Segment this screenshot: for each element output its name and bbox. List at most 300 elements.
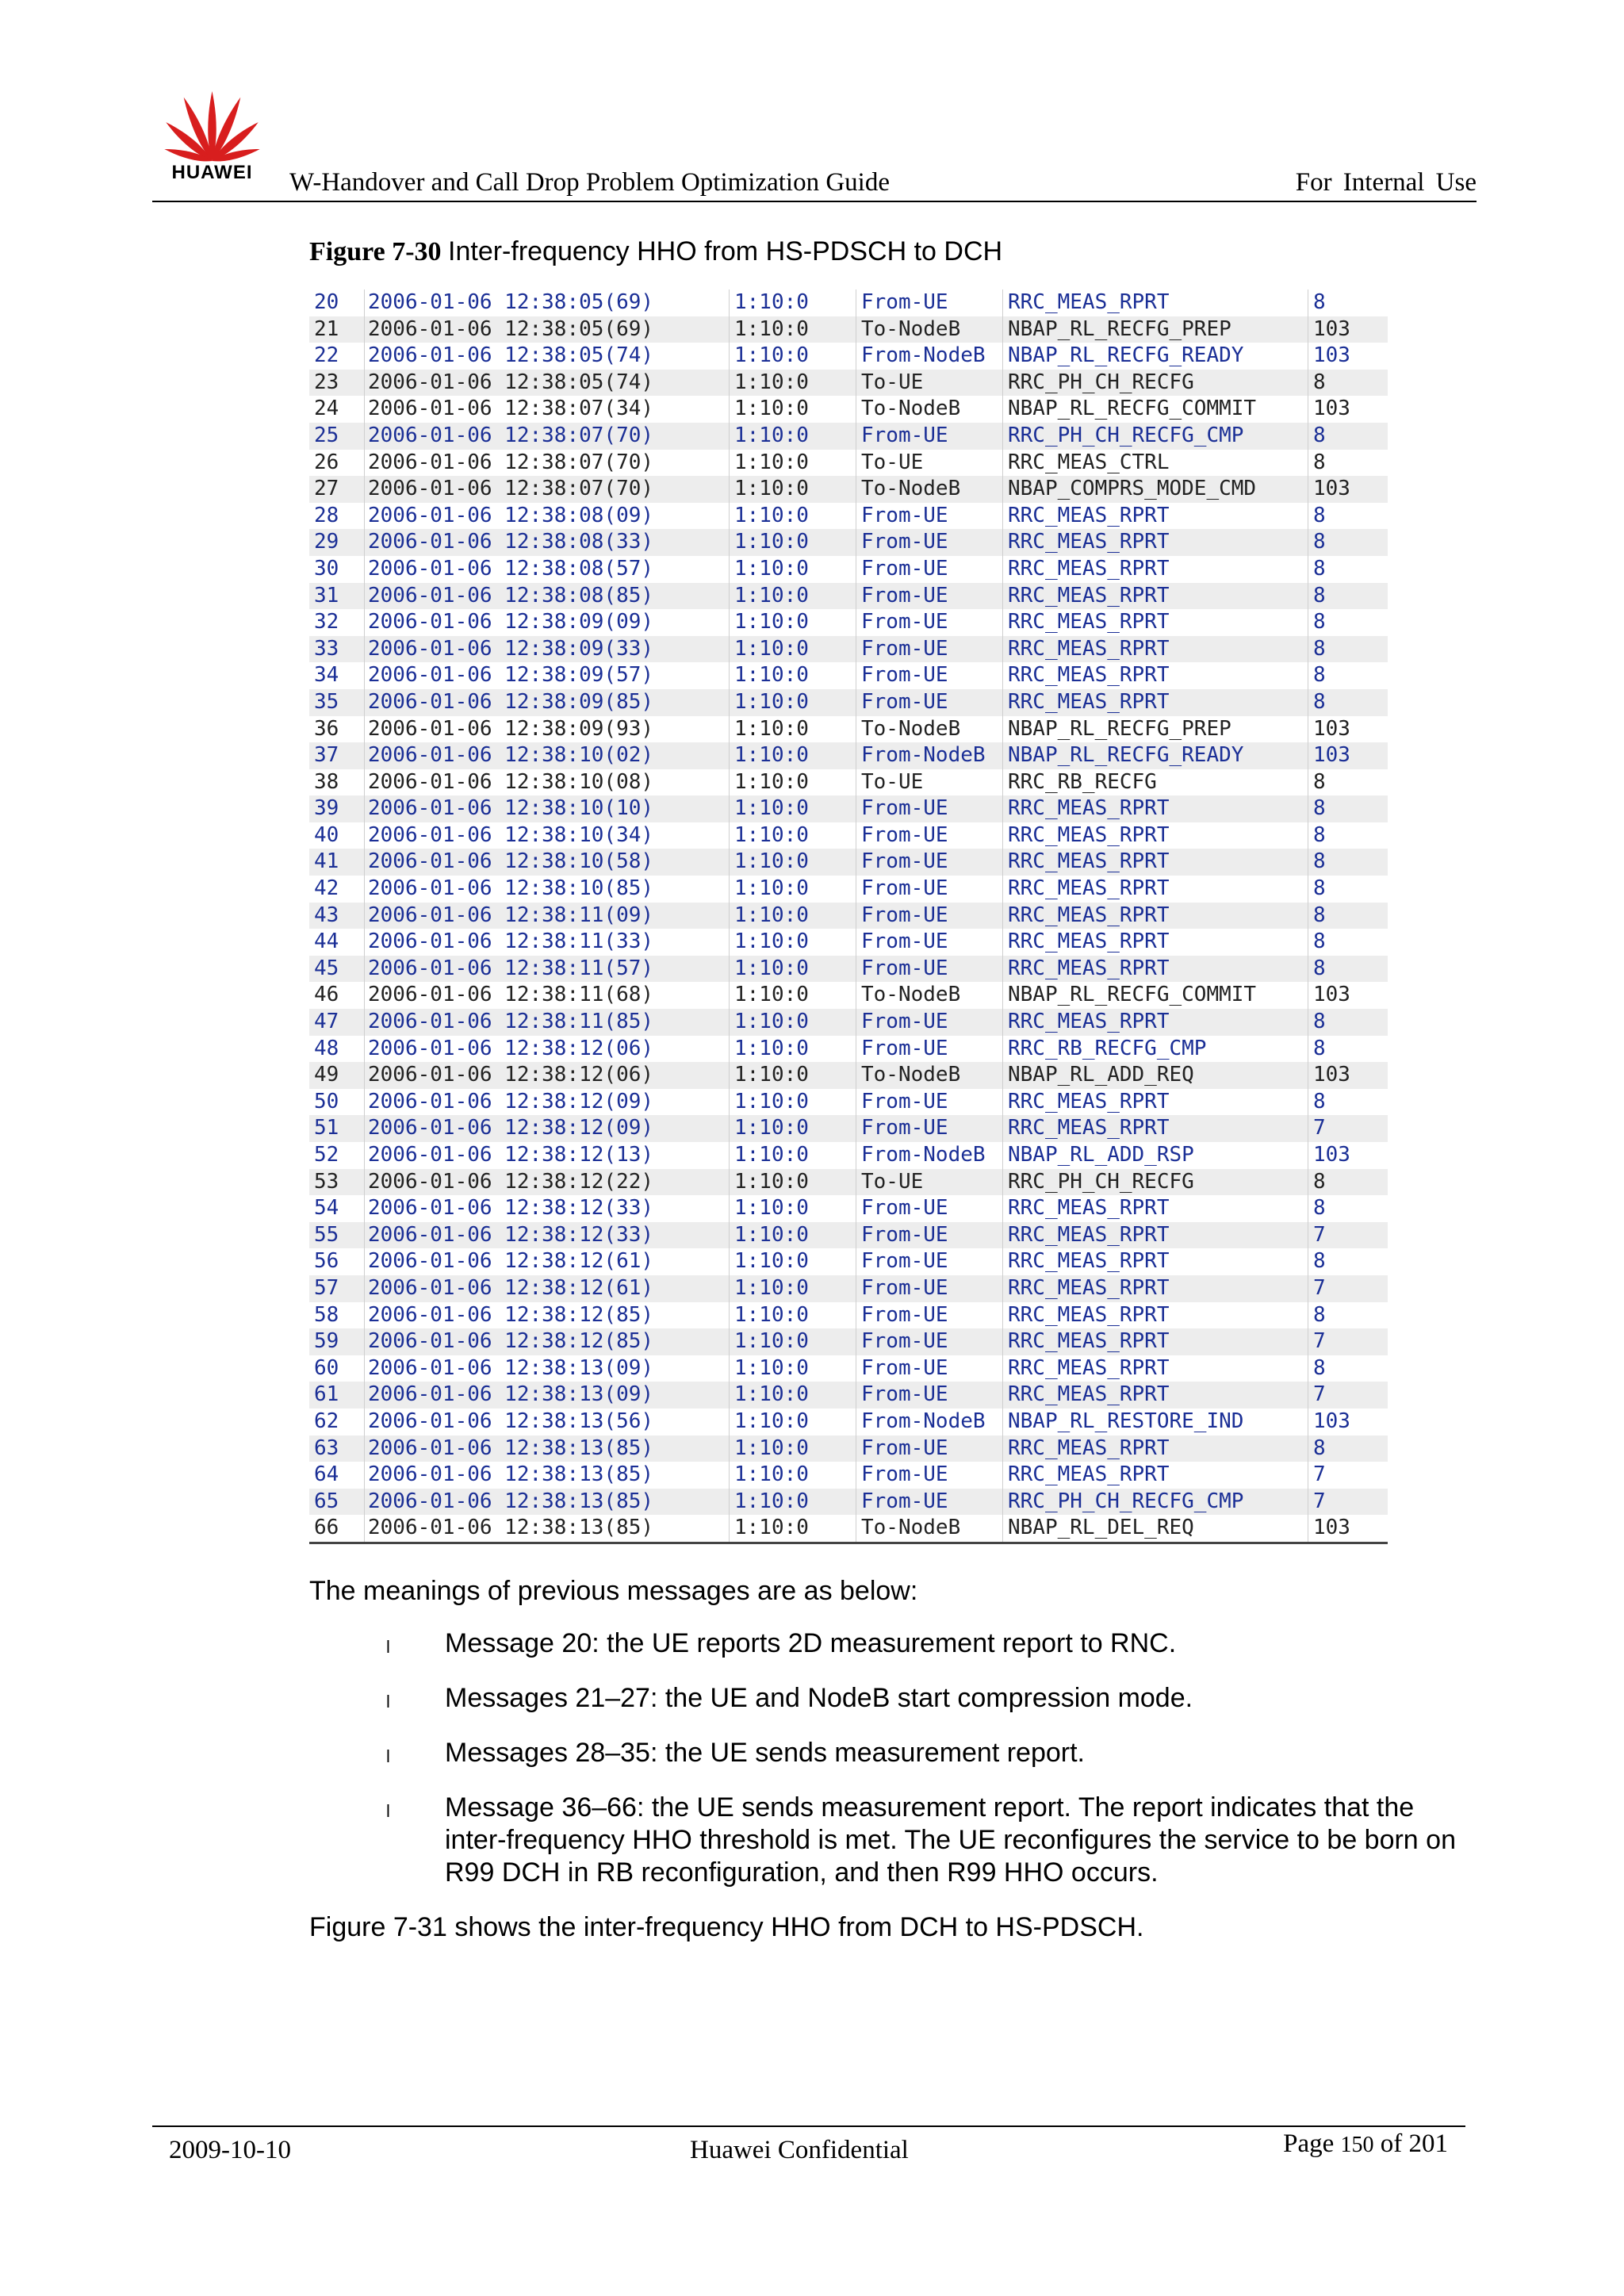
row-number: 27: [309, 476, 365, 503]
row-number: 33: [309, 636, 365, 663]
row-number: 57: [309, 1275, 365, 1302]
row-cell-id: 1:10:0: [730, 396, 856, 423]
table-row: [309, 1462, 1388, 1489]
row-message-type: RRC_MEAS_RPRT: [1003, 1355, 1308, 1382]
row-timestamp: 2006-01-06 12:38:11(68): [365, 982, 730, 1009]
row-message-type: RRC_MEAS_RPRT: [1003, 529, 1308, 556]
row-length: 103: [1313, 397, 1350, 421]
row-message-type: RRC_MEAS_RPRT: [1003, 289, 1308, 316]
row-direction: From-UE: [856, 1355, 1003, 1382]
row-direction: From-UE: [856, 1462, 1003, 1489]
row-number: 31: [309, 583, 365, 610]
row-timestamp: 2006-01-06 12:38:12(09): [365, 1115, 730, 1142]
row-cell-id: 1:10:0: [730, 1248, 856, 1275]
row-length: 8: [1313, 556, 1326, 581]
row-direction: From-UE: [856, 583, 1003, 610]
row-number: 64: [309, 1462, 365, 1489]
row-message-type: RRC_MEAS_RPRT: [1003, 822, 1308, 849]
row-direction: From-UE: [856, 1435, 1003, 1462]
row-number: 42: [309, 876, 365, 903]
row-length: 8: [1313, 930, 1326, 954]
row-timestamp: 2006-01-06 12:38:10(85): [365, 876, 730, 903]
row-length: 8: [1313, 290, 1326, 314]
row-timestamp: 2006-01-06 12:38:09(57): [365, 662, 730, 689]
row-timestamp: 2006-01-06 12:38:11(33): [365, 929, 730, 956]
row-cell-id: 1:10:0: [730, 609, 856, 636]
row-number: 58: [309, 1302, 365, 1329]
row-message-type: RRC_MEAS_RPRT: [1003, 956, 1308, 983]
row-length: 103: [1313, 716, 1350, 741]
row-message-type: NBAP_RL_RECFG_READY: [1003, 742, 1308, 769]
row-timestamp: 2006-01-06 12:38:08(33): [365, 529, 730, 556]
row-timestamp: 2006-01-06 12:38:12(33): [365, 1222, 730, 1249]
row-number: 28: [309, 503, 365, 530]
row-cell-id: 1:10:0: [730, 289, 856, 316]
row-cell-id: 1:10:0: [730, 503, 856, 530]
table-row: [309, 903, 1388, 930]
row-number: 52: [309, 1142, 365, 1169]
row-cell-id: 1:10:0: [730, 1462, 856, 1489]
row-cell-id: 1:10:0: [730, 1489, 856, 1516]
row-cell-id: 1:10:0: [730, 1142, 856, 1169]
table-row: [309, 689, 1388, 716]
row-timestamp: 2006-01-06 12:38:12(61): [365, 1275, 730, 1302]
row-length: 7: [1313, 1275, 1326, 1300]
row-timestamp: 2006-01-06 12:38:05(69): [365, 316, 730, 343]
table-row: [309, 1062, 1388, 1089]
row-timestamp: 2006-01-06 12:38:11(57): [365, 956, 730, 983]
table-row: [309, 316, 1388, 343]
row-length: 103: [1313, 983, 1350, 1007]
figure-title: Inter-frequency HHO from HS-PDSCH to DCH: [448, 236, 1003, 266]
row-length: 7: [1313, 1329, 1326, 1354]
row-cell-id: 1:10:0: [730, 583, 856, 610]
table-row: [309, 423, 1388, 450]
row-direction: From-NodeB: [856, 1142, 1003, 1169]
document-title: W-Handover and Call Drop Problem Optimization Guide: [289, 168, 891, 197]
row-timestamp: 2006-01-06 12:38:09(09): [365, 609, 730, 636]
row-length: 8: [1313, 1435, 1326, 1460]
table-row: [309, 1036, 1388, 1063]
row-cell-id: 1:10:0: [730, 1302, 856, 1329]
row-length: 7: [1313, 1462, 1326, 1487]
row-timestamp: 2006-01-06 12:38:13(85): [365, 1489, 730, 1516]
row-number: 37: [309, 742, 365, 769]
table-row: [309, 822, 1388, 849]
row-cell-id: 1:10:0: [730, 1089, 856, 1116]
row-cell-id: 1:10:0: [730, 876, 856, 903]
row-direction: To-NodeB: [856, 476, 1003, 503]
row-cell-id: 1:10:0: [730, 636, 856, 663]
row-direction: To-NodeB: [856, 396, 1003, 423]
row-message-type: RRC_MEAS_RPRT: [1003, 662, 1308, 689]
row-message-type: RRC_MEAS_RPRT: [1003, 556, 1308, 583]
table-row: [309, 1489, 1388, 1516]
row-cell-id: 1:10:0: [730, 769, 856, 796]
row-number: 43: [309, 903, 365, 930]
row-number: 66: [309, 1515, 365, 1542]
row-cell-id: 1:10:0: [730, 1328, 856, 1355]
row-number: 39: [309, 795, 365, 822]
row-timestamp: 2006-01-06 12:38:13(09): [365, 1355, 730, 1382]
table-row: [309, 1302, 1388, 1329]
row-length: 103: [1313, 1409, 1350, 1433]
row-timestamp: 2006-01-06 12:38:13(56): [365, 1409, 730, 1435]
row-timestamp: 2006-01-06 12:38:10(58): [365, 849, 730, 876]
row-length: 8: [1313, 849, 1326, 874]
row-message-type: RRC_PH_CH_RECFG: [1003, 1169, 1308, 1196]
table-row: [309, 1409, 1388, 1435]
row-message-type: NBAP_RL_RECFG_PREP: [1003, 716, 1308, 743]
list-item-text: Messages 28–35: the UE sends measurement report.: [445, 1738, 1085, 1768]
row-cell-id: 1:10:0: [730, 689, 856, 716]
row-number: 23: [309, 370, 365, 397]
row-number: 29: [309, 529, 365, 556]
list-item: [385, 1627, 1479, 1660]
row-timestamp: 2006-01-06 12:38:12(06): [365, 1036, 730, 1063]
row-length: 103: [1313, 343, 1350, 368]
row-message-type: RRC_MEAS_RPRT: [1003, 1248, 1308, 1275]
table-row: [309, 1275, 1388, 1302]
table-row: [309, 929, 1388, 956]
row-number: 55: [309, 1222, 365, 1249]
row-cell-id: 1:10:0: [730, 956, 856, 983]
row-timestamp: 2006-01-06 12:38:07(70): [365, 476, 730, 503]
row-direction: From-UE: [856, 1195, 1003, 1222]
row-message-type: RRC_MEAS_RPRT: [1003, 929, 1308, 956]
row-timestamp: 2006-01-06 12:38:12(85): [365, 1302, 730, 1329]
table-row: [309, 343, 1388, 370]
row-message-type: RRC_MEAS_RPRT: [1003, 583, 1308, 610]
table-row: [309, 476, 1388, 503]
table-row: [309, 1195, 1388, 1222]
row-message-type: RRC_MEAS_RPRT: [1003, 876, 1308, 903]
footer-divider: [152, 2125, 1465, 2127]
row-number: 38: [309, 769, 365, 796]
row-length: 8: [1313, 1355, 1326, 1380]
row-length: 8: [1313, 1010, 1326, 1034]
row-timestamp: 2006-01-06 12:38:05(69): [365, 289, 730, 316]
table-row: [309, 556, 1388, 583]
bullet-icon: l: [386, 1692, 390, 1711]
row-timestamp: 2006-01-06 12:38:10(10): [365, 795, 730, 822]
bullet-icon: l: [386, 1637, 390, 1657]
table-row: [309, 716, 1388, 743]
table-row: [309, 529, 1388, 556]
row-timestamp: 2006-01-06 12:38:10(08): [365, 769, 730, 796]
row-direction: From-NodeB: [856, 1409, 1003, 1435]
row-length: 8: [1313, 903, 1326, 927]
list-item: [385, 1682, 1479, 1715]
row-number: 41: [309, 849, 365, 876]
table-row: [309, 662, 1388, 689]
row-message-type: NBAP_RL_ADD_RSP: [1003, 1142, 1308, 1169]
row-message-type: RRC_MEAS_RPRT: [1003, 1089, 1308, 1116]
row-direction: From-UE: [856, 1248, 1003, 1275]
row-cell-id: 1:10:0: [730, 556, 856, 583]
row-timestamp: 2006-01-06 12:38:13(09): [365, 1382, 730, 1409]
row-timestamp: 2006-01-06 12:38:10(34): [365, 822, 730, 849]
row-direction: To-UE: [856, 1169, 1003, 1196]
row-direction: From-UE: [856, 1222, 1003, 1249]
row-number: 48: [309, 1036, 365, 1063]
row-direction: From-UE: [856, 289, 1003, 316]
row-number: 30: [309, 556, 365, 583]
row-number: 35: [309, 689, 365, 716]
list-item-text: Message 20: the UE reports 2D measurement report to RNC.: [445, 1628, 1177, 1658]
row-cell-id: 1:10:0: [730, 316, 856, 343]
figure-label: Figure 7-30: [309, 237, 442, 266]
row-direction: From-UE: [856, 849, 1003, 876]
row-cell-id: 1:10:0: [730, 903, 856, 930]
row-timestamp: 2006-01-06 12:38:07(70): [365, 423, 730, 450]
row-timestamp: 2006-01-06 12:38:08(09): [365, 503, 730, 530]
row-message-type: RRC_MEAS_RPRT: [1003, 1009, 1308, 1036]
row-number: 49: [309, 1062, 365, 1089]
list-item-text: Messages 21–27: the UE and NodeB start compression mode.: [445, 1683, 1193, 1713]
row-cell-id: 1:10:0: [730, 529, 856, 556]
bullet-icon: l: [386, 1746, 390, 1766]
table-row: [309, 503, 1388, 530]
row-number: 26: [309, 450, 365, 477]
row-cell-id: 1:10:0: [730, 849, 856, 876]
row-length: 103: [1313, 743, 1350, 768]
row-direction: From-UE: [856, 876, 1003, 903]
row-timestamp: 2006-01-06 12:38:08(57): [365, 556, 730, 583]
table-row: [309, 956, 1388, 983]
row-timestamp: 2006-01-06 12:38:09(85): [365, 689, 730, 716]
row-cell-id: 1:10:0: [730, 1062, 856, 1089]
page-total: 201: [1408, 2129, 1448, 2158]
row-cell-id: 1:10:0: [730, 1115, 856, 1142]
row-length: 8: [1313, 583, 1326, 608]
row-message-type: RRC_MEAS_RPRT: [1003, 1435, 1308, 1462]
row-cell-id: 1:10:0: [730, 1355, 856, 1382]
row-length: 103: [1313, 1516, 1350, 1540]
table-row: [309, 795, 1388, 822]
table-row: [309, 1089, 1388, 1116]
row-timestamp: 2006-01-06 12:38:12(22): [365, 1169, 730, 1196]
row-direction: To-NodeB: [856, 716, 1003, 743]
row-timestamp: 2006-01-06 12:38:11(85): [365, 1009, 730, 1036]
message-trace-table: [309, 289, 1388, 1544]
row-direction: From-UE: [856, 609, 1003, 636]
row-message-type: NBAP_COMPRS_MODE_CMD: [1003, 476, 1308, 503]
row-direction: From-UE: [856, 556, 1003, 583]
row-number: 65: [309, 1489, 365, 1516]
row-direction: From-UE: [856, 1089, 1003, 1116]
row-message-type: RRC_MEAS_RPRT: [1003, 1195, 1308, 1222]
row-cell-id: 1:10:0: [730, 1009, 856, 1036]
row-number: 25: [309, 423, 365, 450]
row-direction: From-UE: [856, 662, 1003, 689]
row-cell-id: 1:10:0: [730, 742, 856, 769]
figure-caption: [309, 236, 1002, 267]
page-prefix: Page: [1283, 2129, 1335, 2158]
table-row: [309, 450, 1388, 477]
row-length: 8: [1313, 636, 1326, 661]
row-direction: From-UE: [856, 529, 1003, 556]
table-row: [309, 396, 1388, 423]
row-message-type: RRC_MEAS_RPRT: [1003, 795, 1308, 822]
row-number: 61: [309, 1382, 365, 1409]
table-row: [309, 982, 1388, 1009]
row-direction: From-UE: [856, 423, 1003, 450]
table-row: [309, 583, 1388, 610]
row-message-type: RRC_MEAS_RPRT: [1003, 1275, 1308, 1302]
row-length: 8: [1313, 450, 1326, 474]
row-timestamp: 2006-01-06 12:38:12(06): [365, 1062, 730, 1089]
row-number: 20: [309, 289, 365, 316]
row-number: 24: [309, 396, 365, 423]
row-timestamp: 2006-01-06 12:38:13(85): [365, 1462, 730, 1489]
table-row: [309, 1169, 1388, 1196]
row-message-type: RRC_MEAS_RPRT: [1003, 903, 1308, 930]
row-number: 45: [309, 956, 365, 983]
row-direction: To-UE: [856, 450, 1003, 477]
table-row: [309, 849, 1388, 876]
row-message-type: NBAP_RL_RECFG_READY: [1003, 343, 1308, 370]
row-length: 8: [1313, 822, 1326, 847]
row-cell-id: 1:10:0: [730, 1275, 856, 1302]
row-direction: From-UE: [856, 822, 1003, 849]
list-item: [385, 1737, 1479, 1769]
row-direction: From-UE: [856, 1009, 1003, 1036]
row-number: 56: [309, 1248, 365, 1275]
table-row: [309, 742, 1388, 769]
row-message-type: RRC_PH_CH_RECFG: [1003, 370, 1308, 397]
table-row: [309, 636, 1388, 663]
row-direction: From-UE: [856, 689, 1003, 716]
row-timestamp: 2006-01-06 12:38:09(33): [365, 636, 730, 663]
row-length: 8: [1313, 610, 1326, 634]
row-direction: From-NodeB: [856, 742, 1003, 769]
row-cell-id: 1:10:0: [730, 1195, 856, 1222]
row-length: 8: [1313, 769, 1326, 794]
row-number: 53: [309, 1169, 365, 1196]
row-number: 50: [309, 1089, 365, 1116]
row-cell-id: 1:10:0: [730, 1222, 856, 1249]
row-number: 63: [309, 1435, 365, 1462]
row-message-type: NBAP_RL_RECFG_COMMIT: [1003, 982, 1308, 1009]
row-cell-id: 1:10:0: [730, 476, 856, 503]
row-message-type: NBAP_RL_ADD_REQ: [1003, 1062, 1308, 1089]
row-direction: From-UE: [856, 795, 1003, 822]
row-cell-id: 1:10:0: [730, 450, 856, 477]
row-direction: From-UE: [856, 1302, 1003, 1329]
row-cell-id: 1:10:0: [730, 370, 856, 397]
table-row: [309, 1515, 1388, 1542]
row-length: 8: [1313, 1036, 1326, 1060]
intro-paragraph: The meanings of previous messages are as below:: [309, 1576, 918, 1606]
row-direction: From-UE: [856, 956, 1003, 983]
row-message-type: RRC_MEAS_CTRL: [1003, 450, 1308, 477]
row-cell-id: 1:10:0: [730, 343, 856, 370]
row-direction: From-UE: [856, 1382, 1003, 1409]
row-direction: From-UE: [856, 1115, 1003, 1142]
message-meaning-list: [385, 1627, 1479, 1911]
row-length: 7: [1313, 1382, 1326, 1407]
row-message-type: NBAP_RL_DEL_REQ: [1003, 1515, 1308, 1542]
row-number: 40: [309, 822, 365, 849]
row-timestamp: 2006-01-06 12:38:12(33): [365, 1195, 730, 1222]
header-divider: [152, 201, 1477, 202]
row-length: 103: [1313, 316, 1350, 341]
list-item-text: Message 36–66: the UE sends measurement report. The report indicates that the inter-frequency HHO threshold is met. The UE reconfigures the service to be born on R99 DCH in RB reconfiguration, and then R99 HHO occurs.: [445, 1792, 1456, 1888]
row-message-type: RRC_RB_RECFG: [1003, 769, 1308, 796]
classification-label: For Internal Use: [1295, 168, 1477, 197]
table-row: [309, 1248, 1388, 1275]
row-cell-id: 1:10:0: [730, 795, 856, 822]
table-row: [309, 1142, 1388, 1169]
table-row: [309, 1222, 1388, 1249]
table-row: [309, 1115, 1388, 1142]
row-number: 59: [309, 1328, 365, 1355]
row-number: 22: [309, 343, 365, 370]
row-timestamp: 2006-01-06 12:38:11(09): [365, 903, 730, 930]
table-row: [309, 289, 1388, 316]
row-timestamp: 2006-01-06 12:38:05(74): [365, 343, 730, 370]
row-direction: To-UE: [856, 370, 1003, 397]
row-message-type: RRC_RB_RECFG_CMP: [1003, 1036, 1308, 1063]
row-length: 8: [1313, 1302, 1326, 1327]
row-number: 34: [309, 662, 365, 689]
row-direction: From-UE: [856, 1489, 1003, 1516]
row-timestamp: 2006-01-06 12:38:13(85): [365, 1515, 730, 1542]
row-length: 8: [1313, 503, 1326, 527]
row-timestamp: 2006-01-06 12:38:09(93): [365, 716, 730, 743]
row-length: 8: [1313, 370, 1326, 394]
row-cell-id: 1:10:0: [730, 662, 856, 689]
row-timestamp: 2006-01-06 12:38:12(09): [365, 1089, 730, 1116]
row-message-type: RRC_MEAS_RPRT: [1003, 1328, 1308, 1355]
page-number: [1283, 2129, 1448, 2159]
row-message-type: RRC_MEAS_RPRT: [1003, 1462, 1308, 1489]
page-current: 150: [1340, 2133, 1374, 2157]
row-length: 8: [1313, 956, 1326, 980]
row-direction: From-UE: [856, 1328, 1003, 1355]
table-row: [309, 876, 1388, 903]
row-number: 60: [309, 1355, 365, 1382]
row-message-type: RRC_MEAS_RPRT: [1003, 503, 1308, 530]
row-length: 8: [1313, 1196, 1326, 1221]
row-direction: From-UE: [856, 503, 1003, 530]
row-direction: From-NodeB: [856, 343, 1003, 370]
footer-date: 2009-10-10: [169, 2136, 291, 2164]
table-row: [309, 1009, 1388, 1036]
row-number: 62: [309, 1409, 365, 1435]
table-row: [309, 1328, 1388, 1355]
row-direction: To-NodeB: [856, 982, 1003, 1009]
row-message-type: RRC_PH_CH_RECFG_CMP: [1003, 1489, 1308, 1516]
row-direction: To-NodeB: [856, 316, 1003, 343]
row-message-type: RRC_MEAS_RPRT: [1003, 1302, 1308, 1329]
row-number: 51: [309, 1115, 365, 1142]
row-message-type: RRC_MEAS_RPRT: [1003, 1222, 1308, 1249]
row-length: 8: [1313, 1169, 1326, 1194]
row-message-type: RRC_MEAS_RPRT: [1003, 636, 1308, 663]
row-direction: To-NodeB: [856, 1062, 1003, 1089]
row-message-type: RRC_MEAS_RPRT: [1003, 1382, 1308, 1409]
row-number: 46: [309, 982, 365, 1009]
row-length: 103: [1313, 1063, 1350, 1087]
table-row: [309, 769, 1388, 796]
row-cell-id: 1:10:0: [730, 1515, 856, 1542]
row-length: 8: [1313, 796, 1326, 821]
row-length: 7: [1313, 1222, 1326, 1247]
table-row: [309, 609, 1388, 636]
row-number: 54: [309, 1195, 365, 1222]
